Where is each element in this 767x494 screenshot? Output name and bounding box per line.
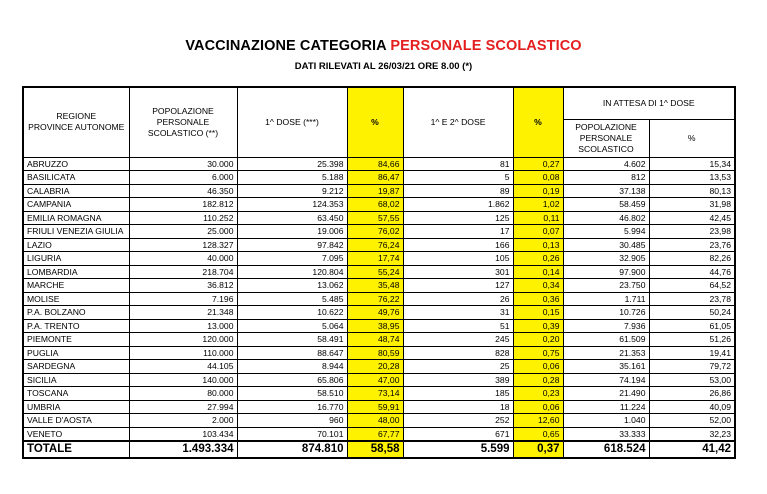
cell-dose1: 70.101 (237, 427, 347, 441)
cell-pct1: 67,77 (347, 427, 403, 441)
cell-waiting-pct: 51,26 (649, 333, 735, 347)
cell-region: LIGURIA (23, 252, 129, 266)
cell-pct2: 0,36 (513, 292, 563, 306)
cell-region: MOLISE (23, 292, 129, 306)
table-row (23, 306, 735, 320)
cell-waiting-pct: 82,26 (649, 252, 735, 266)
cell-population: 25.000 (129, 225, 237, 239)
cell-waiting-population: 32.905 (563, 252, 649, 266)
cell-population: 44.105 (129, 360, 237, 374)
page-title (0, 38, 767, 54)
cell-dose12: 185 (403, 387, 513, 401)
cell-region: ABRUZZO (23, 157, 129, 171)
cell-pct1: 76,24 (347, 238, 403, 252)
cell-waiting-population: 33.333 (563, 427, 649, 441)
cell-waiting-population: 812 (563, 171, 649, 185)
cell-pct1: 48,00 (347, 414, 403, 428)
header-waiting-pct: % (649, 119, 735, 157)
header-pct2: % (513, 87, 563, 157)
cell-dose12: 166 (403, 238, 513, 252)
table-row (23, 427, 735, 441)
cell-pct1: 73,14 (347, 387, 403, 401)
table-row (23, 373, 735, 387)
cell-pct1: 57,55 (347, 211, 403, 225)
cell-population: 110.000 (129, 346, 237, 360)
cell-dose1: 10.622 (237, 306, 347, 320)
cell-region: LOMBARDIA (23, 265, 129, 279)
cell-dose12: 26 (403, 292, 513, 306)
cell-region: PIEMONTE (23, 333, 129, 347)
table-row (23, 292, 735, 306)
cell-dose1: 13.062 (237, 279, 347, 293)
cell-pct2: 0,26 (513, 252, 563, 266)
cell-dose12: 671 (403, 427, 513, 441)
title-accent: PERSONALE SCOLASTICO (390, 38, 582, 54)
cell-waiting-pct: 61,05 (649, 319, 735, 333)
cell-pct2: 0,75 (513, 346, 563, 360)
table-row (23, 400, 735, 414)
cell-waiting-population: 10.726 (563, 306, 649, 320)
cell-pct1: 76,22 (347, 292, 403, 306)
cell-dose12: 1.862 (403, 198, 513, 212)
cell-dose1: 9.212 (237, 184, 347, 198)
cell-region: SICILIA (23, 373, 129, 387)
cell-waiting-population: 74.194 (563, 373, 649, 387)
cell-dose12: 125 (403, 211, 513, 225)
cell-waiting-pct: 19,41 (649, 346, 735, 360)
cell-pct1: 55,24 (347, 265, 403, 279)
cell-dose12: 389 (403, 373, 513, 387)
cell-pct1: 47,00 (347, 373, 403, 387)
cell-pct2: 0,08 (513, 171, 563, 185)
cell-population: 36.812 (129, 279, 237, 293)
cell-waiting-population: 35.161 (563, 360, 649, 374)
cell-waiting-pct: 79,72 (649, 360, 735, 374)
header-waiting: IN ATTESA DI 1^ DOSE (563, 87, 735, 119)
cell-dose12: 5 (403, 171, 513, 185)
cell-pct2: 0,28 (513, 373, 563, 387)
header-population: POPOLAZIONE PERSONALE SCOLASTICO (**) (129, 87, 237, 157)
cell-dose1: 65.806 (237, 373, 347, 387)
page-subtitle: DATI RILEVATI AL 26/03/21 ORE 8.00 (*) (294, 61, 473, 72)
cell-pct1: 86,47 (347, 171, 403, 185)
cell-waiting-population: 97.900 (563, 265, 649, 279)
table-row (23, 346, 735, 360)
table-row (23, 184, 735, 198)
cell-population: 40.000 (129, 252, 237, 266)
cell-pct2: 0,34 (513, 279, 563, 293)
cell-waiting-pct: 64,52 (649, 279, 735, 293)
cell-pct1: 19,87 (347, 184, 403, 198)
cell-pct1: 68,02 (347, 198, 403, 212)
cell-pct2: 0,20 (513, 333, 563, 347)
cell-dose12: 51 (403, 319, 513, 333)
cell-dose1: 120.804 (237, 265, 347, 279)
cell-region: MARCHE (23, 279, 129, 293)
cell-population: 7.196 (129, 292, 237, 306)
cell-dose12: 25 (403, 360, 513, 374)
cell-waiting-pct: 23,98 (649, 225, 735, 239)
total-pct1: 58,58 (347, 441, 403, 458)
cell-pct2: 0,14 (513, 265, 563, 279)
table-row (23, 225, 735, 239)
cell-waiting-population: 37.138 (563, 184, 649, 198)
cell-population: 13.000 (129, 319, 237, 333)
cell-population: 6.000 (129, 171, 237, 185)
cell-waiting-pct: 52,00 (649, 414, 735, 428)
cell-dose1: 63.450 (237, 211, 347, 225)
table-row (23, 414, 735, 428)
cell-waiting-pct: 13,53 (649, 171, 735, 185)
cell-waiting-population: 23.750 (563, 279, 649, 293)
cell-region: CAMPANIA (23, 198, 129, 212)
cell-population: 27.994 (129, 400, 237, 414)
cell-dose12: 828 (403, 346, 513, 360)
cell-region: UMBRIA (23, 400, 129, 414)
cell-pct2: 0,06 (513, 400, 563, 414)
cell-pct2: 0,06 (513, 360, 563, 374)
cell-dose1: 88.647 (237, 346, 347, 360)
table-row (23, 333, 735, 347)
cell-waiting-population: 30.485 (563, 238, 649, 252)
table-row (23, 238, 735, 252)
cell-waiting-pct: 80,13 (649, 184, 735, 198)
cell-pct2: 1,02 (513, 198, 563, 212)
cell-dose12: 105 (403, 252, 513, 266)
cell-waiting-population: 4.602 (563, 157, 649, 171)
total-pct2: 0,37 (513, 441, 563, 458)
cell-waiting-population: 21.490 (563, 387, 649, 401)
cell-waiting-population: 46.802 (563, 211, 649, 225)
table-row (23, 198, 735, 212)
cell-pct2: 0,27 (513, 157, 563, 171)
cell-population: 2.000 (129, 414, 237, 428)
cell-region: CALABRIA (23, 184, 129, 198)
cell-region: PUGLIA (23, 346, 129, 360)
cell-dose1: 16.770 (237, 400, 347, 414)
cell-waiting-population: 5.994 (563, 225, 649, 239)
cell-waiting-population: 11.224 (563, 400, 649, 414)
cell-population: 103.434 (129, 427, 237, 441)
cell-dose1: 58.510 (237, 387, 347, 401)
cell-dose1: 5.485 (237, 292, 347, 306)
cell-pct2: 0,11 (513, 211, 563, 225)
cell-population: 128.327 (129, 238, 237, 252)
table-row (23, 171, 735, 185)
cell-dose12: 127 (403, 279, 513, 293)
cell-dose1: 124.353 (237, 198, 347, 212)
cell-dose1: 97.842 (237, 238, 347, 252)
cell-population: 80.000 (129, 387, 237, 401)
cell-pct1: 20,28 (347, 360, 403, 374)
cell-dose12: 17 (403, 225, 513, 239)
total-dose12: 5.599 (403, 441, 513, 458)
total-waiting-population: 618.524 (563, 441, 649, 458)
cell-pct2: 0,19 (513, 184, 563, 198)
cell-dose12: 81 (403, 157, 513, 171)
cell-region: VENETO (23, 427, 129, 441)
header-dose12: 1^ E 2^ DOSE (403, 87, 513, 157)
cell-dose12: 252 (403, 414, 513, 428)
cell-region: BASILICATA (23, 171, 129, 185)
total-region: TOTALE (23, 441, 129, 458)
header-pct1: % (347, 87, 403, 157)
cell-dose1: 960 (237, 414, 347, 428)
cell-region: P.A. BOLZANO (23, 306, 129, 320)
total-row (23, 441, 735, 458)
table-row (23, 265, 735, 279)
cell-waiting-population: 1.711 (563, 292, 649, 306)
cell-region: P.A. TRENTO (23, 319, 129, 333)
cell-pct1: 17,74 (347, 252, 403, 266)
cell-dose12: 245 (403, 333, 513, 347)
table-row (23, 319, 735, 333)
cell-pct2: 0,39 (513, 319, 563, 333)
cell-dose1: 8.944 (237, 360, 347, 374)
cell-waiting-pct: 44,76 (649, 265, 735, 279)
cell-region: FRIULI VENEZIA GIULIA (23, 225, 129, 239)
cell-pct1: 80,59 (347, 346, 403, 360)
table-row (23, 252, 735, 266)
total-waiting-pct: 41,42 (649, 441, 735, 458)
cell-pct1: 49,76 (347, 306, 403, 320)
cell-population: 21.348 (129, 306, 237, 320)
table-row (23, 387, 735, 401)
cell-population: 182.812 (129, 198, 237, 212)
cell-pct2: 12,60 (513, 414, 563, 428)
table-row (23, 279, 735, 293)
vaccination-table (22, 86, 736, 459)
cell-dose1: 5.064 (237, 319, 347, 333)
cell-dose1: 7.095 (237, 252, 347, 266)
cell-dose12: 301 (403, 265, 513, 279)
table-row (23, 211, 735, 225)
cell-pct2: 0,07 (513, 225, 563, 239)
cell-waiting-pct: 32,23 (649, 427, 735, 441)
cell-region: SARDEGNA (23, 360, 129, 374)
title-main: VACCINAZIONE CATEGORIA (185, 38, 391, 54)
cell-pct2: 0,13 (513, 238, 563, 252)
total-population: 1.493.334 (129, 441, 237, 458)
cell-dose1: 19.006 (237, 225, 347, 239)
cell-waiting-pct: 50,24 (649, 306, 735, 320)
cell-waiting-population: 7.936 (563, 319, 649, 333)
cell-region: TOSCANA (23, 387, 129, 401)
cell-region: LAZIO (23, 238, 129, 252)
cell-dose12: 18 (403, 400, 513, 414)
cell-dose1: 5.188 (237, 171, 347, 185)
cell-dose12: 89 (403, 184, 513, 198)
cell-population: 30.000 (129, 157, 237, 171)
cell-dose1: 58.491 (237, 333, 347, 347)
cell-waiting-pct: 23,78 (649, 292, 735, 306)
cell-waiting-pct: 42,45 (649, 211, 735, 225)
cell-dose12: 31 (403, 306, 513, 320)
cell-pct1: 48,74 (347, 333, 403, 347)
header-waiting-population: POPOLAZIONE PERSONALE SCOLASTICO (563, 119, 649, 157)
cell-pct1: 35,48 (347, 279, 403, 293)
cell-pct1: 84,66 (347, 157, 403, 171)
cell-waiting-population: 61.509 (563, 333, 649, 347)
cell-region: EMILIA ROMAGNA (23, 211, 129, 225)
cell-pct1: 38,95 (347, 319, 403, 333)
cell-waiting-pct: 40,09 (649, 400, 735, 414)
cell-waiting-pct: 15,34 (649, 157, 735, 171)
header-region: REGIONE PROVINCE AUTONOME (23, 87, 129, 157)
cell-pct1: 76,02 (347, 225, 403, 239)
cell-waiting-pct: 23,76 (649, 238, 735, 252)
cell-waiting-population: 1.040 (563, 414, 649, 428)
cell-pct2: 0,15 (513, 306, 563, 320)
cell-waiting-pct: 53,00 (649, 373, 735, 387)
cell-population: 140.000 (129, 373, 237, 387)
cell-population: 120.000 (129, 333, 237, 347)
cell-pct2: 0,23 (513, 387, 563, 401)
cell-region: VALLE D'AOSTA (23, 414, 129, 428)
header-dose1: 1^ DOSE (***) (237, 87, 347, 157)
total-dose1: 874.810 (237, 441, 347, 458)
cell-waiting-population: 58.459 (563, 198, 649, 212)
cell-population: 110.252 (129, 211, 237, 225)
cell-pct1: 59,91 (347, 400, 403, 414)
table-row (23, 157, 735, 171)
cell-population: 218.704 (129, 265, 237, 279)
cell-waiting-population: 21.353 (563, 346, 649, 360)
cell-pct2: 0,65 (513, 427, 563, 441)
cell-dose1: 25.398 (237, 157, 347, 171)
cell-waiting-pct: 26,86 (649, 387, 735, 401)
cell-population: 46.350 (129, 184, 237, 198)
table-row (23, 360, 735, 374)
cell-waiting-pct: 31,98 (649, 198, 735, 212)
